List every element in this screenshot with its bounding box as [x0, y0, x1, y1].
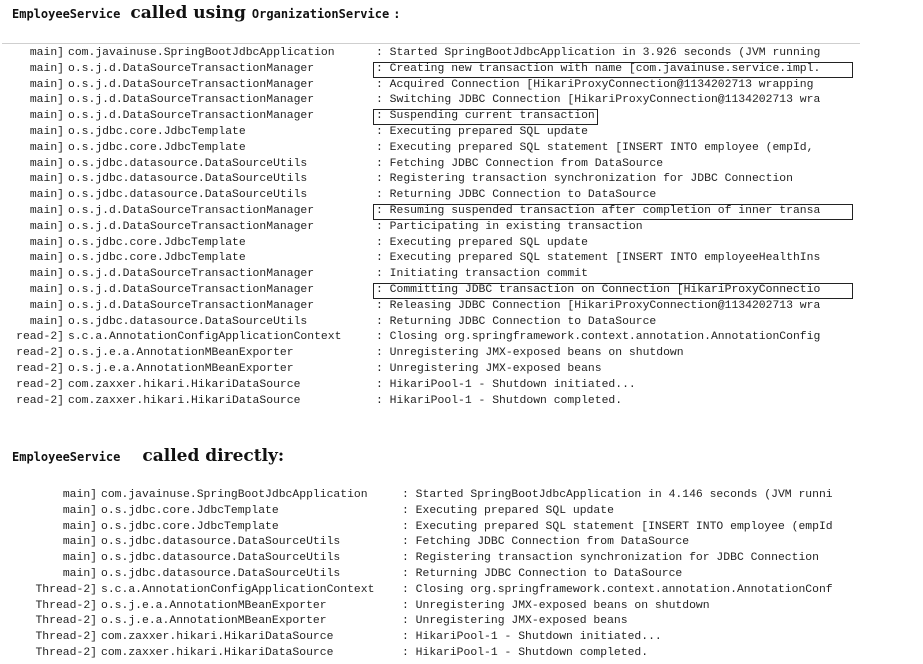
log-logger: s.c.a.AnnotationConfigApplicationContext: [101, 583, 375, 596]
log-message: : Registering transaction synchronization for JDBC Connection: [402, 552, 819, 565]
log-line: [2, 346, 860, 362]
log-thread: main]: [29, 236, 64, 249]
log-logger: o.s.jdbc.core.JdbcTemplate: [68, 141, 246, 154]
log-message: : Unregistering JMX-exposed beans on shutdown: [376, 347, 684, 360]
log-line: [2, 630, 860, 646]
log-thread: main]: [29, 110, 64, 123]
log-logger: o.s.j.d.DataSourceTransactionManager: [68, 94, 315, 107]
log-logger: o.s.jdbc.core.JdbcTemplate: [68, 252, 246, 265]
log-message: : Executing prepared SQL update: [402, 504, 614, 517]
log-logger: o.s.j.d.DataSourceTransactionManager: [68, 204, 315, 217]
log-line: [2, 614, 860, 630]
log-message: : Acquired Connection [HikariProxyConnection@1134202713 wrapping: [376, 78, 814, 91]
log-logger: o.s.j.d.DataSourceTransactionManager: [68, 110, 315, 123]
log-logger: com.javainuse.SpringBootJdbcApplication: [68, 47, 335, 59]
log-message: : Executing prepared SQL update: [376, 236, 588, 249]
log-thread: read-2]: [16, 394, 64, 407]
log-thread: main]: [29, 252, 64, 265]
log-thread: main]: [62, 504, 97, 517]
log-line: [2, 204, 860, 220]
log-logger: o.s.j.e.a.AnnotationMBeanExporter: [68, 347, 294, 360]
log-logger: o.s.j.d.DataSourceTransactionManager: [68, 78, 315, 91]
log-message: : Returning JDBC Connection to DataSource: [376, 189, 657, 202]
log-logger: o.s.jdbc.core.JdbcTemplate: [68, 125, 246, 138]
log-logger: o.s.jdbc.core.JdbcTemplate: [101, 504, 279, 517]
log-logger: o.s.j.d.DataSourceTransactionManager: [68, 283, 315, 296]
log-logger: com.zaxxer.hikari.HikariDataSource: [101, 646, 334, 659]
log-message-highlighted: : Resuming suspended transaction after completion of inner transa: [373, 204, 853, 220]
log-logger: o.s.j.e.a.AnnotationMBeanExporter: [101, 599, 327, 612]
log-thread: main]: [29, 94, 64, 107]
log-output-called-directly: [2, 488, 860, 664]
log-message: : Started SpringBootJdbcApplication in 3.926 seconds (JVM running: [376, 47, 821, 59]
log-message: : Releasing JDBC Connection [HikariProxyConnection@1134202713 wra: [376, 299, 821, 312]
log-thread: Thread-2]: [35, 599, 97, 612]
log-line: [2, 551, 860, 567]
log-thread: main]: [62, 567, 97, 580]
log-logger: o.s.j.d.DataSourceTransactionManager: [68, 62, 315, 75]
log-message-highlighted: : Committing JDBC transaction on Connection [HikariProxyConnectio: [373, 283, 853, 299]
log-message: : Executing prepared SQL statement [INSERT INTO employeeHealthIns: [376, 252, 821, 265]
heading-called-using: [12, 3, 400, 23]
log-thread: Thread-2]: [35, 646, 97, 659]
log-logger: o.s.j.d.DataSourceTransactionManager: [68, 299, 315, 312]
log-message: : Unregistering JMX-exposed beans: [376, 362, 602, 375]
log-logger: s.c.a.AnnotationConfigApplicationContext: [68, 331, 342, 344]
log-thread: main]: [29, 204, 64, 217]
log-line: [2, 78, 860, 94]
log-thread: read-2]: [16, 362, 64, 375]
log-line: [2, 236, 860, 252]
log-thread: main]: [62, 520, 97, 533]
log-thread: Thread-2]: [35, 583, 97, 596]
log-thread: main]: [29, 315, 64, 328]
log-line: [2, 583, 860, 599]
log-line: [2, 141, 860, 157]
log-message: : Fetching JDBC Connection from DataSource: [402, 536, 690, 549]
log-line: [2, 520, 860, 536]
log-thread: read-2]: [16, 331, 64, 344]
log-thread: read-2]: [16, 347, 64, 360]
log-thread: main]: [29, 141, 64, 154]
heading-code-organization-service: OrganizationService: [251, 7, 390, 21]
log-thread: main]: [29, 189, 64, 202]
log-message: : Unregistering JMX-exposed beans: [402, 615, 628, 628]
log-logger: o.s.jdbc.datasource.DataSourceUtils: [68, 315, 308, 328]
log-output-called-using: [2, 43, 860, 416]
log-thread: main]: [29, 299, 64, 312]
log-message: : Initiating transaction commit: [376, 268, 588, 281]
log-line: [2, 488, 860, 504]
heading-text: called directly:: [142, 446, 285, 466]
log-message: : Switching JDBC Connection [HikariProxyConnection@1134202713 wra: [376, 94, 821, 107]
log-line: [2, 567, 860, 583]
log-logger: com.zaxxer.hikari.HikariDataSource: [68, 394, 301, 407]
log-line: [2, 62, 860, 78]
log-message: : Returning JDBC Connection to DataSource: [402, 567, 683, 580]
log-line: [2, 646, 860, 662]
log-thread: main]: [29, 47, 64, 59]
log-logger: com.javainuse.SpringBootJdbcApplication: [101, 489, 368, 501]
heading-text: called using: [130, 3, 246, 23]
log-line: [2, 93, 860, 109]
log-thread: main]: [62, 489, 97, 501]
log-line: [2, 315, 860, 331]
log-thread: main]: [29, 157, 64, 170]
heading-colon: :: [393, 7, 401, 21]
log-thread: read-2]: [16, 378, 64, 391]
log-logger: com.zaxxer.hikari.HikariDataSource: [68, 378, 301, 391]
log-logger: com.zaxxer.hikari.HikariDataSource: [101, 631, 334, 644]
log-line: [2, 220, 860, 236]
log-message: : Executing prepared SQL statement [INSERT INTO employee (empId: [402, 520, 833, 533]
log-message: : HikariPool-1 - Shutdown initiated...: [402, 631, 662, 644]
log-message: : Closing org.springframework.context.annotation.AnnotationConfig: [376, 331, 821, 344]
log-thread: main]: [29, 283, 64, 296]
log-message: : HikariPool-1 - Shutdown completed.: [402, 646, 649, 659]
log-line: [2, 125, 860, 141]
log-thread: main]: [29, 125, 64, 138]
log-message: : Executing prepared SQL statement [INSERT INTO employee (empId,: [376, 141, 814, 154]
log-logger: o.s.jdbc.datasource.DataSourceUtils: [68, 157, 308, 170]
log-logger: o.s.jdbc.datasource.DataSourceUtils: [68, 173, 308, 186]
log-line: [2, 535, 860, 551]
log-logger: o.s.j.d.DataSourceTransactionManager: [68, 220, 315, 233]
log-thread: main]: [29, 220, 64, 233]
heading-called-directly: [12, 446, 290, 466]
log-thread: main]: [29, 62, 64, 75]
log-message: : Returning JDBC Connection to DataSource: [376, 315, 657, 328]
log-line: [2, 109, 860, 125]
log-line: [2, 46, 860, 62]
log-message: : Unregistering JMX-exposed beans on shutdown: [402, 599, 710, 612]
log-line: [2, 172, 860, 188]
log-message: : HikariPool-1 - Shutdown completed.: [376, 394, 623, 407]
log-thread: main]: [29, 173, 64, 186]
log-message-highlighted: : Creating new transaction with name [com.javainuse.service.impl.: [373, 62, 853, 78]
log-message: : Closing org.springframework.context.annotation.AnnotationConf: [402, 583, 833, 596]
log-line: [2, 157, 860, 173]
log-line: [2, 504, 860, 520]
log-thread: Thread-2]: [35, 631, 97, 644]
log-line: [2, 599, 860, 615]
log-line: [2, 188, 860, 204]
log-logger: o.s.jdbc.datasource.DataSourceUtils: [101, 567, 341, 580]
log-message: : Executing prepared SQL update: [376, 125, 588, 138]
log-line: [2, 330, 860, 346]
heading-code-employee-service: EmployeeService: [12, 7, 121, 21]
log-message: : Started SpringBootJdbcApplication in 4.146 seconds (JVM runni: [402, 489, 833, 501]
log-message: : HikariPool-1 - Shutdown initiated...: [376, 378, 636, 391]
log-line: [2, 394, 860, 410]
log-logger: o.s.jdbc.datasource.DataSourceUtils: [101, 536, 341, 549]
log-thread: main]: [29, 268, 64, 281]
log-thread: main]: [29, 78, 64, 91]
log-thread: main]: [62, 536, 97, 549]
log-line: [2, 378, 860, 394]
log-message-highlighted: : Suspending current transaction: [373, 109, 598, 125]
log-logger: o.s.jdbc.core.JdbcTemplate: [101, 520, 279, 533]
log-logger: o.s.jdbc.core.JdbcTemplate: [68, 236, 246, 249]
log-logger: o.s.jdbc.datasource.DataSourceUtils: [101, 552, 341, 565]
log-line: [2, 283, 860, 299]
log-line: [2, 267, 860, 283]
log-logger: o.s.j.d.DataSourceTransactionManager: [68, 268, 315, 281]
log-line: [2, 299, 860, 315]
log-line: [2, 362, 860, 378]
log-thread: main]: [62, 552, 97, 565]
log-logger: o.s.j.e.a.AnnotationMBeanExporter: [101, 615, 327, 628]
heading-code-employee-service: EmployeeService: [12, 450, 121, 464]
log-line: [2, 251, 860, 267]
log-thread: Thread-2]: [35, 615, 97, 628]
log-message: : Participating in existing transaction: [376, 220, 643, 233]
log-message: : Fetching JDBC Connection from DataSource: [376, 157, 664, 170]
log-logger: o.s.jdbc.datasource.DataSourceUtils: [68, 189, 308, 202]
log-message: : Registering transaction synchronization for JDBC Connection: [376, 173, 793, 186]
log-logger: o.s.j.e.a.AnnotationMBeanExporter: [68, 362, 294, 375]
